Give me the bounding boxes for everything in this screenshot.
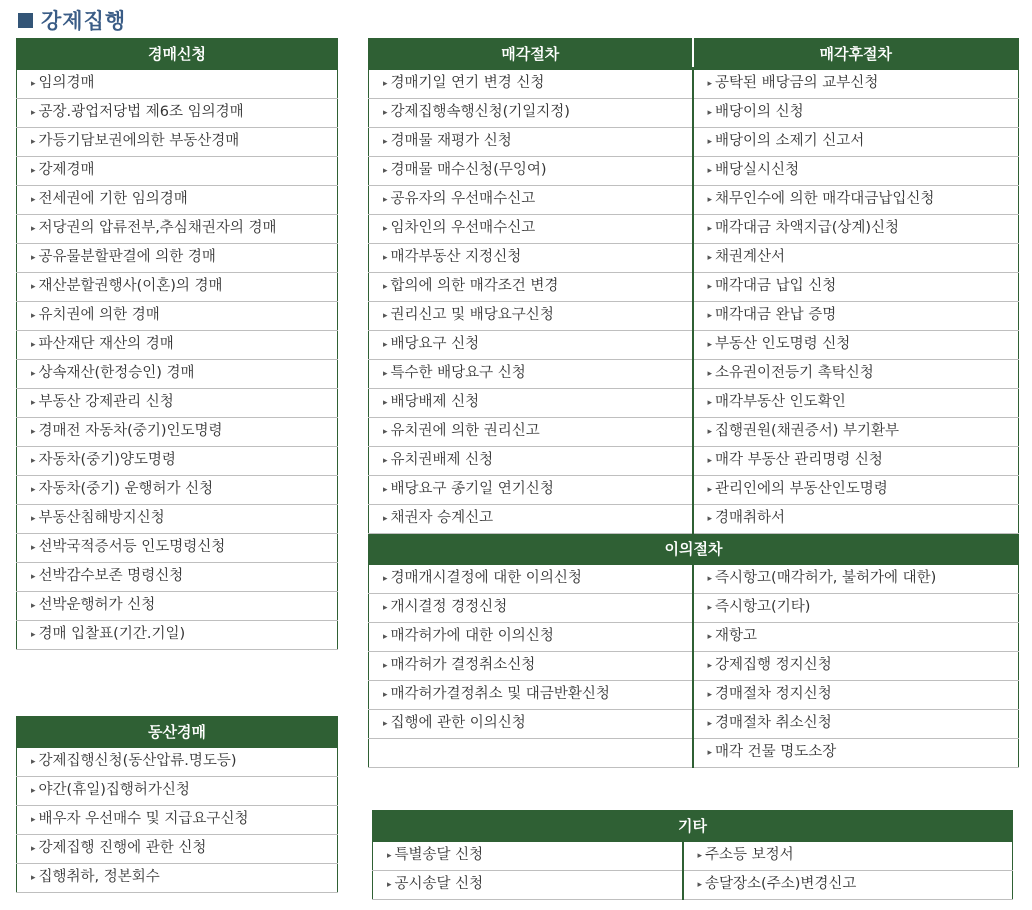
table-row bbox=[17, 244, 338, 273]
link-item[interactable]: ▸ 가등기담보권에의한 부동산경매 bbox=[17, 128, 338, 157]
link-item[interactable]: ▸ 소유권이전등기 촉탁신청 bbox=[693, 360, 1019, 389]
table-row bbox=[369, 594, 1019, 623]
table-row bbox=[17, 864, 338, 893]
link-item[interactable]: ▸ 채권자 승계신고 bbox=[369, 505, 693, 534]
table-row bbox=[369, 447, 1019, 476]
title-square-icon bbox=[18, 13, 33, 28]
table-row bbox=[369, 186, 1019, 215]
link-item[interactable]: ▸ 부동산 강제관리 신청 bbox=[17, 389, 338, 418]
table-row bbox=[369, 710, 1019, 739]
link-item[interactable]: ▸ 강제집행신청(동산압류.명도등) bbox=[17, 747, 338, 777]
table-row bbox=[17, 806, 338, 835]
link-item[interactable]: ▸ 경매물 매수신청(무잉여) bbox=[369, 157, 693, 186]
auction-apply-header: 경매신청 bbox=[17, 39, 338, 69]
table-row bbox=[17, 389, 338, 418]
link-item[interactable]: ▸ 매각부동산 인도확인 bbox=[693, 389, 1019, 418]
link-item[interactable]: ▸ 매각허가에 대한 이의신청 bbox=[369, 623, 693, 652]
link-item[interactable]: ▸ 선박국적증서등 인도명령신청 bbox=[17, 534, 338, 563]
link-item[interactable]: ▸ 경매개시결정에 대한 이의신청 bbox=[369, 564, 693, 594]
table-row bbox=[369, 564, 1019, 594]
link-item[interactable]: ▸ 유치권에 의한 경매 bbox=[17, 302, 338, 331]
table-row bbox=[369, 157, 1019, 186]
link-item[interactable]: ▸ 임차인의 우선매수신고 bbox=[369, 215, 693, 244]
link-item[interactable]: ▸ 재산분할권행사(이혼)의 경매 bbox=[17, 273, 338, 302]
table-row bbox=[17, 186, 338, 215]
link-item[interactable]: ▸ 공유자의 우선매수신고 bbox=[369, 186, 693, 215]
link-item[interactable]: ▸ 집행취하, 정본회수 bbox=[17, 864, 338, 893]
table-row bbox=[369, 302, 1019, 331]
link-item[interactable]: ▸ 경매전 자동차(중기)인도명령 bbox=[17, 418, 338, 447]
table-row bbox=[17, 534, 338, 563]
link-item[interactable]: ▸ 집행권원(채권증서) 부기환부 bbox=[693, 418, 1019, 447]
link-item[interactable]: ▸ 매각허가결정취소 및 대금반환신청 bbox=[369, 681, 693, 710]
table-row bbox=[369, 505, 1019, 534]
link-item[interactable]: ▸ 배당이의 소제기 신고서 bbox=[693, 128, 1019, 157]
table-row bbox=[17, 476, 338, 505]
table-row bbox=[369, 681, 1019, 710]
table-row bbox=[17, 69, 338, 99]
link-item[interactable]: ▸ 재항고 bbox=[693, 623, 1019, 652]
link-item[interactable]: ▸ 선박감수보존 명령신청 bbox=[17, 563, 338, 592]
table-row bbox=[369, 652, 1019, 681]
table-row bbox=[17, 777, 338, 806]
link-item[interactable]: ▸ 배당배제 신청 bbox=[369, 389, 693, 418]
link-item[interactable]: ▸ 강제집행 진행에 관한 신청 bbox=[17, 835, 338, 864]
link-item[interactable]: ▸ 배당요구 신청 bbox=[369, 331, 693, 360]
link-item[interactable]: ▸ 경매절차 취소신청 bbox=[693, 710, 1019, 739]
link-item[interactable]: ▸ 합의에 의한 매각조건 변경 bbox=[369, 273, 693, 302]
link-item[interactable]: ▸ 강제집행 정지신청 bbox=[693, 652, 1019, 681]
link-item[interactable]: ▸ 매각대금 완납 증명 bbox=[693, 302, 1019, 331]
link-item[interactable]: ▸ 선박운행허가 신청 bbox=[17, 592, 338, 621]
table-row bbox=[17, 273, 338, 302]
link-item[interactable]: ▸ 공장.광업저당법 제6조 임의경매 bbox=[17, 99, 338, 128]
table-row bbox=[17, 747, 338, 777]
link-item[interactable]: ▸ 유치권에 의한 권리신고 bbox=[369, 418, 693, 447]
after-sale-header: 매각후절차 bbox=[693, 39, 1019, 69]
page-title-text: 강제집행 bbox=[41, 9, 127, 33]
link-item[interactable]: ▸ 배당이의 신청 bbox=[693, 99, 1019, 128]
link-item[interactable]: ▸ 전세권에 기한 임의경매 bbox=[17, 186, 338, 215]
table-row bbox=[369, 244, 1019, 273]
link-item[interactable]: ▸ 유치권배제 신청 bbox=[369, 447, 693, 476]
link-item[interactable]: ▸ 관리인에의 부동산인도명령 bbox=[693, 476, 1019, 505]
link-item[interactable]: ▸ 매각 부동산 관리명령 신청 bbox=[693, 447, 1019, 476]
table-row bbox=[17, 331, 338, 360]
link-item[interactable]: ▸ 권리신고 및 배당요구신청 bbox=[369, 302, 693, 331]
link-item[interactable]: ▸ 주소등 보정서 bbox=[683, 841, 1013, 871]
table-row bbox=[369, 623, 1019, 652]
link-item bbox=[369, 739, 693, 768]
table-row bbox=[369, 360, 1019, 389]
table-row bbox=[369, 273, 1019, 302]
link-item[interactable]: ▸ 상속재산(한정승인) 경매 bbox=[17, 360, 338, 389]
link-item[interactable]: ▸ 경매 입찰표(기간.기일) bbox=[17, 621, 338, 650]
table-row bbox=[17, 418, 338, 447]
link-item[interactable]: ▸ 저당권의 압류전부,추심채권자의 경매 bbox=[17, 215, 338, 244]
table-row bbox=[17, 157, 338, 186]
link-item[interactable]: ▸ 송달장소(주소)변경신고 bbox=[683, 871, 1013, 900]
link-item[interactable]: ▸ 파산재단 재산의 경매 bbox=[17, 331, 338, 360]
table-row bbox=[369, 99, 1019, 128]
link-item[interactable]: ▸ 부동산침해방지신청 bbox=[17, 505, 338, 534]
table-row bbox=[17, 592, 338, 621]
table-row bbox=[369, 739, 1019, 768]
etc-table bbox=[372, 810, 1013, 900]
link-item[interactable]: ▸ 매각허가 결정취소신청 bbox=[369, 652, 693, 681]
link-item[interactable]: ▸ 특수한 배당요구 신청 bbox=[369, 360, 693, 389]
link-item[interactable]: ▸ 야간(휴일)집행허가신청 bbox=[17, 777, 338, 806]
movables-table bbox=[16, 716, 338, 893]
sale-procedure-table bbox=[368, 38, 1019, 768]
link-item[interactable]: ▸ 자동차(중기) 운행허가 신청 bbox=[17, 476, 338, 505]
table-row bbox=[369, 476, 1019, 505]
table-row bbox=[369, 215, 1019, 244]
link-item[interactable]: ▸ 개시결정 경정신청 bbox=[369, 594, 693, 623]
movables-header: 동산경매 bbox=[17, 717, 338, 747]
link-item[interactable]: ▸ 경매기일 연기 변경 신청 bbox=[369, 69, 693, 99]
link-item[interactable]: ▸ 매각부동산 지정신청 bbox=[369, 244, 693, 273]
page-title bbox=[18, 6, 126, 34]
link-item[interactable]: ▸ 부동산 인도명령 신청 bbox=[693, 331, 1019, 360]
auction-apply-table bbox=[16, 38, 338, 650]
link-item[interactable]: ▸ 매각대금 납입 신청 bbox=[693, 273, 1019, 302]
link-item[interactable]: ▸ 매각 건물 명도소장 bbox=[693, 739, 1019, 768]
link-item[interactable]: ▸ 매각대금 차액지급(상계)신청 bbox=[693, 215, 1019, 244]
table-row bbox=[17, 563, 338, 592]
table-row bbox=[369, 389, 1019, 418]
link-item[interactable]: ▸ 즉시항고(기타) bbox=[693, 594, 1019, 623]
link-item[interactable]: ▸ 배당실시신청 bbox=[693, 157, 1019, 186]
table-row bbox=[17, 99, 338, 128]
link-item[interactable]: ▸ 자동차(중기)양도명령 bbox=[17, 447, 338, 476]
table-row bbox=[369, 69, 1019, 99]
link-item[interactable]: ▸ 채권계산서 bbox=[693, 244, 1019, 273]
table-row bbox=[17, 835, 338, 864]
link-item[interactable]: ▸ 강제집행속행신청(기일지정) bbox=[369, 99, 693, 128]
link-item[interactable]: ▸ 채무인수에 의한 매각대금납입신청 bbox=[693, 186, 1019, 215]
table-row bbox=[17, 621, 338, 650]
table-row bbox=[373, 871, 1013, 900]
link-item[interactable]: ▸ 공시송달 신청 bbox=[373, 871, 683, 900]
table-row bbox=[369, 128, 1019, 157]
table-row bbox=[369, 418, 1019, 447]
link-item[interactable]: ▸ 배우자 우선매수 및 지급요구신청 bbox=[17, 806, 338, 835]
table-row bbox=[17, 447, 338, 476]
link-item[interactable]: ▸ 경매취하서 bbox=[693, 505, 1019, 534]
link-item[interactable]: ▸ 공탁된 배당금의 교부신청 bbox=[693, 69, 1019, 99]
etc-header: 기타 bbox=[373, 811, 1013, 841]
table-row bbox=[17, 505, 338, 534]
link-item[interactable]: ▸ 집행에 관한 이의신청 bbox=[369, 710, 693, 739]
link-item[interactable]: ▸ 임의경매 bbox=[17, 69, 338, 99]
link-item[interactable]: ▸ 특별송달 신청 bbox=[373, 841, 683, 871]
objection-header: 이의절차 bbox=[369, 534, 1019, 564]
table-row bbox=[17, 128, 338, 157]
link-item[interactable]: ▸ 경매절차 정지신청 bbox=[693, 681, 1019, 710]
table-row bbox=[17, 360, 338, 389]
link-item[interactable]: ▸ 경매물 재평가 신청 bbox=[369, 128, 693, 157]
link-item[interactable]: ▸ 즉시항고(매각허가, 불허가에 대한) bbox=[693, 564, 1019, 594]
link-item[interactable]: ▸ 배당요구 종기일 연기신청 bbox=[369, 476, 693, 505]
link-item[interactable]: ▸ 공유물분할판결에 의한 경매 bbox=[17, 244, 338, 273]
sale-procedure-header: 매각절차 bbox=[369, 39, 693, 69]
table-row bbox=[373, 841, 1013, 871]
table-row bbox=[369, 331, 1019, 360]
table-row bbox=[17, 302, 338, 331]
table-row bbox=[17, 215, 338, 244]
link-item[interactable]: ▸ 강제경매 bbox=[17, 157, 338, 186]
